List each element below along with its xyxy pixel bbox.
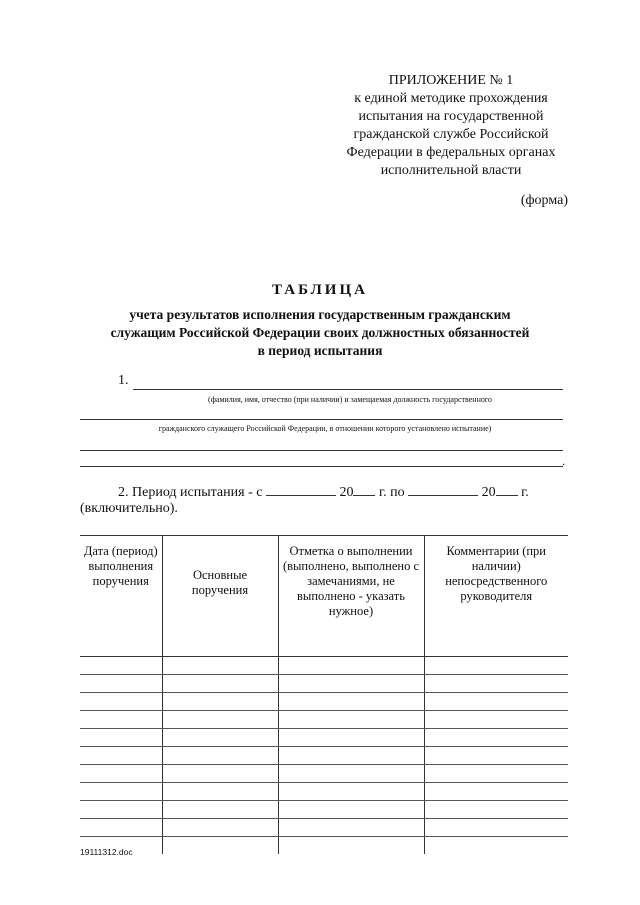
- header-completion-mark: Отметка о выполнении (выполнено, выполнено с замечаниями, не выполнено - указать нужное): [278, 536, 424, 657]
- table-cell[interactable]: [162, 729, 278, 747]
- table-cell[interactable]: [162, 765, 278, 783]
- appendix-line: ПРИЛОЖЕНИЕ № 1: [388, 73, 514, 88]
- file-name: 19111312.doc: [80, 847, 133, 857]
- end-year-blank[interactable]: [496, 483, 518, 496]
- appendix-line: гражданской службе Российской: [353, 127, 549, 142]
- field1-number: 1.: [118, 373, 129, 388]
- table-cell[interactable]: [80, 693, 162, 711]
- extra-field-line-1[interactable]: [80, 450, 563, 451]
- end-date-blank[interactable]: [408, 483, 478, 496]
- table-cell[interactable]: [278, 729, 424, 747]
- appendix-line: к единой методике прохождения: [354, 91, 548, 106]
- table-cell[interactable]: [424, 675, 568, 693]
- table-cell[interactable]: [80, 819, 162, 837]
- table-cell[interactable]: [162, 675, 278, 693]
- employee-caption: гражданского служащего Российской Федерации, в отношении которого установлено испытание): [158, 424, 492, 433]
- header-assignments: Основные поручения: [162, 536, 278, 657]
- table-cell[interactable]: [278, 837, 424, 855]
- document-subtitle: [70, 306, 570, 360]
- table-cell[interactable]: [424, 819, 568, 837]
- table-cell[interactable]: [278, 765, 424, 783]
- table-row: [80, 837, 568, 855]
- table-row: [80, 657, 568, 675]
- table-cell[interactable]: [278, 783, 424, 801]
- end-year-prefix: 20: [481, 485, 496, 500]
- name-position-caption: (фамилия, имя, отчество (при наличии) и замещаемая должность государственного: [208, 395, 492, 404]
- start-year-prefix: 20: [339, 485, 354, 500]
- table-row: [80, 675, 568, 693]
- table-row: [80, 747, 568, 765]
- extra-field-line-2[interactable]: [80, 466, 563, 467]
- table-cell[interactable]: [162, 837, 278, 855]
- subtitle-line: учета результатов исполнения государственным гражданским: [129, 307, 511, 322]
- table-cell[interactable]: [80, 729, 162, 747]
- name-position-field-line-2[interactable]: [80, 419, 563, 420]
- subtitle-line: служащим Российской Федерации своих должностных обязанностей: [110, 325, 530, 340]
- table-cell[interactable]: [162, 747, 278, 765]
- table-row: [80, 783, 568, 801]
- table-cell[interactable]: [278, 657, 424, 675]
- table-cell[interactable]: [424, 657, 568, 675]
- table-cell[interactable]: [162, 819, 278, 837]
- appendix-block: [326, 72, 576, 180]
- table-cell[interactable]: [424, 765, 568, 783]
- form-label: (форма): [520, 193, 568, 208]
- table-row: [80, 819, 568, 837]
- table-cell[interactable]: [424, 711, 568, 729]
- table-cell[interactable]: [424, 837, 568, 855]
- table-cell[interactable]: [162, 711, 278, 729]
- table-row: [80, 693, 568, 711]
- table-cell[interactable]: [80, 711, 162, 729]
- table-header-row: [80, 536, 568, 657]
- appendix-line: Федерации в федеральных органах: [346, 145, 556, 160]
- name-position-field-line[interactable]: [133, 389, 563, 390]
- table-cell[interactable]: [80, 675, 162, 693]
- probation-period-line: [118, 483, 529, 501]
- appendix-line: исполнительной власти: [380, 163, 522, 178]
- table-row: [80, 765, 568, 783]
- period-middle: г. по: [378, 485, 405, 500]
- table-cell[interactable]: [162, 657, 278, 675]
- table-cell[interactable]: [424, 747, 568, 765]
- results-table: [80, 535, 568, 854]
- table-cell[interactable]: [80, 657, 162, 675]
- header-date: Дата (период) выполнения поручения: [80, 536, 162, 657]
- start-date-blank[interactable]: [266, 483, 336, 496]
- table-cell[interactable]: [80, 747, 162, 765]
- inclusive-label: (включительно).: [80, 501, 178, 516]
- table-row: [80, 801, 568, 819]
- table-row: [80, 729, 568, 747]
- table-cell[interactable]: [424, 693, 568, 711]
- table-cell[interactable]: [80, 801, 162, 819]
- subtitle-line: в период испытания: [257, 343, 383, 358]
- table-cell[interactable]: [162, 693, 278, 711]
- period-suffix: г.: [521, 485, 529, 500]
- period-prefix: 2. Период испытания - с: [118, 485, 263, 500]
- table-cell[interactable]: [162, 783, 278, 801]
- table-cell[interactable]: [278, 819, 424, 837]
- appendix-line: испытания на государственной: [358, 109, 544, 124]
- table-cell[interactable]: [278, 711, 424, 729]
- header-comments: Комментарии (при наличии) непосредственного руководителя: [424, 536, 568, 657]
- table-cell[interactable]: [424, 729, 568, 747]
- field-end-mark: .: [562, 454, 565, 468]
- start-year-blank[interactable]: [353, 483, 375, 496]
- table-cell[interactable]: [278, 747, 424, 765]
- table-cell[interactable]: [424, 783, 568, 801]
- table-cell[interactable]: [278, 801, 424, 819]
- table-cell[interactable]: [80, 765, 162, 783]
- table-cell[interactable]: [80, 783, 162, 801]
- table-row: [80, 711, 568, 729]
- table-cell[interactable]: [278, 675, 424, 693]
- document-title: ТАБЛИЦА: [272, 282, 368, 298]
- table-cell[interactable]: [162, 801, 278, 819]
- table-cell[interactable]: [424, 801, 568, 819]
- table-cell[interactable]: [278, 693, 424, 711]
